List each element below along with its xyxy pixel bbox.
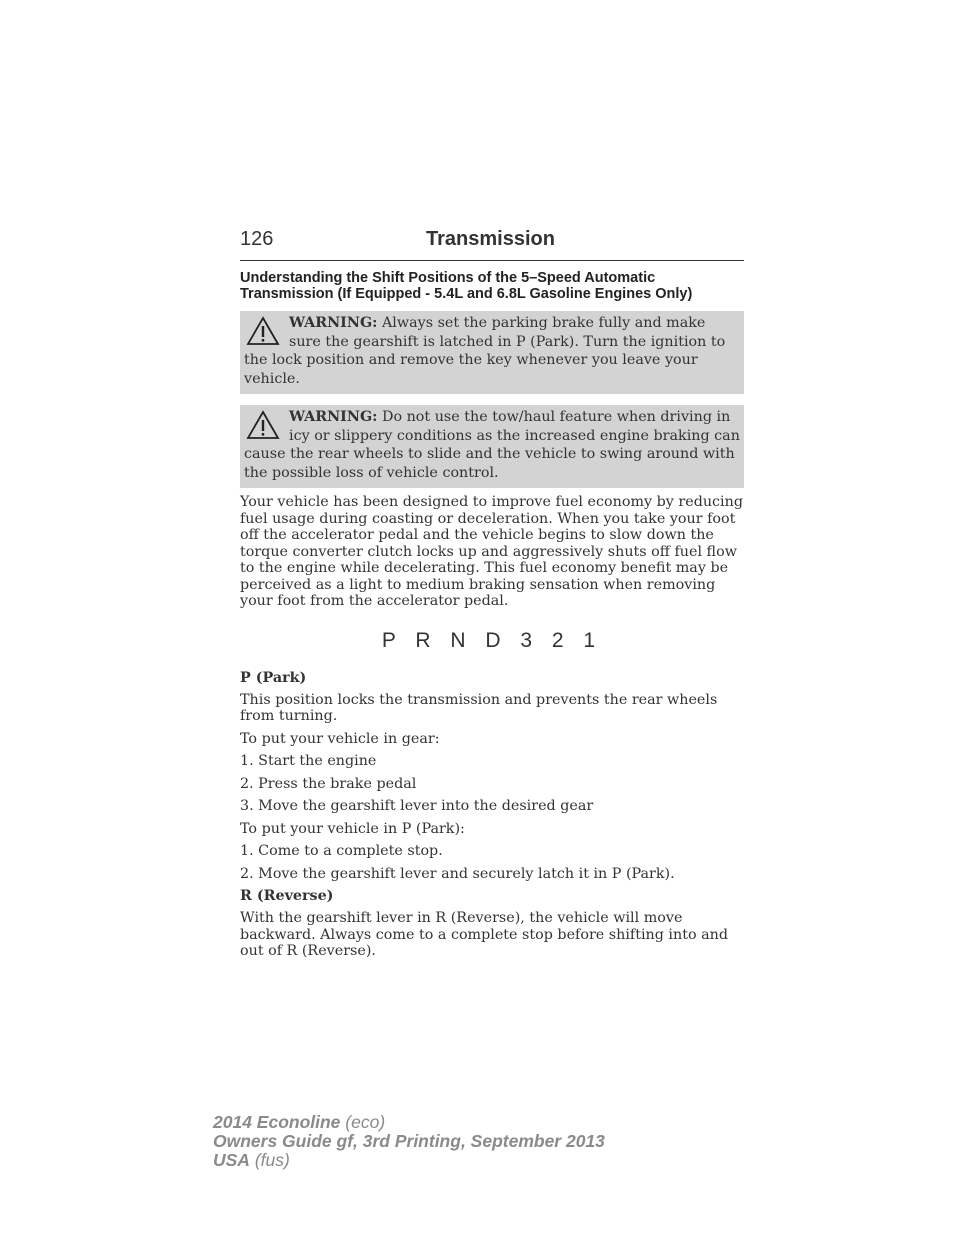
footer-model: 2014 Econoline [213,1112,341,1132]
footer-market-code: (fus) [249,1150,290,1170]
warning-label: WARNING: [289,409,378,425]
footer-model-code: (eco) [340,1112,386,1132]
warning-label: WARNING: [289,315,378,331]
in-gear-step: 2. Press the brake pedal [240,775,417,792]
reverse-description: With the gearshift lever in R (Reverse), the vehicle will move backward. Always come to a complete stop before shifting into and out of R (Reverse). [240,910,728,959]
in-gear-step: 1. Start the engine [240,753,377,769]
in-park-step: 2. Move the gearshift lever and securely latch it in P (Park). [240,865,675,882]
warning-text: Always set the parking brake fully and make sure the gearshift is latched in P (Park). Turn the ignition to the lock position and remove the key whenever you leave your vehicle. [244,315,726,387]
warning-box-parking-brake [240,311,744,394]
footer-model-line [213,1113,605,1132]
in-gear-intro: To put your vehicle in gear: [240,730,440,747]
section-heading: Understanding the Shift Positions of the 5–Speed Automatic Transmission (If Equipped - 5.4L and 6.8L Gasoline Engines Only) [240,270,693,302]
footer-printing-line [213,1132,605,1151]
chapter-title: Transmission [426,228,555,250]
park-description: This position locks the transmission and prevents the rear wheels from turning. [240,691,718,724]
in-park-intro: To put your vehicle in P (Park): [240,820,465,837]
footer-printing: Owners Guide gf, 3rd Printing, September 2013 [213,1131,605,1151]
intro-paragraph: Your vehicle has been designed to improve fuel economy by reducing fuel usage during coasting or deceleration. When you take your foot off the accelerator pedal and the vehicle begins to slow down the torque converter clutch locks up and aggressively shuts off fuel flow to the engine while decelerating. This fuel economy benefit may be perceived as a light to medium braking sensation when removing your foot from the accelerator pedal. [240,494,743,609]
in-gear-step: 3. Move the gearshift lever into the desired gear [240,798,594,814]
warning-box-tow-haul [240,405,744,488]
warning-triangle-icon [246,410,280,440]
warning-triangle-icon [246,316,280,346]
footer-market-line [213,1151,605,1170]
page-content [240,228,744,960]
warning-text: Do not use the tow/haul feature when driving in icy or slippery conditions as the increased engine braking can cause the rear wheels to slide and the vehicle to swing around with the possible loss of vehicle control. [244,409,740,481]
reverse-heading: R (Reverse) [240,888,334,904]
page-number: 126 [240,228,274,250]
footer-market: USA [213,1150,250,1170]
page-footer [213,1113,605,1170]
gear-position-display: P R N D 3 2 1 [381,628,603,652]
in-park-step: 1. Come to a complete stop. [240,843,443,859]
park-heading: P (Park) [240,669,307,686]
page-header [240,228,744,261]
